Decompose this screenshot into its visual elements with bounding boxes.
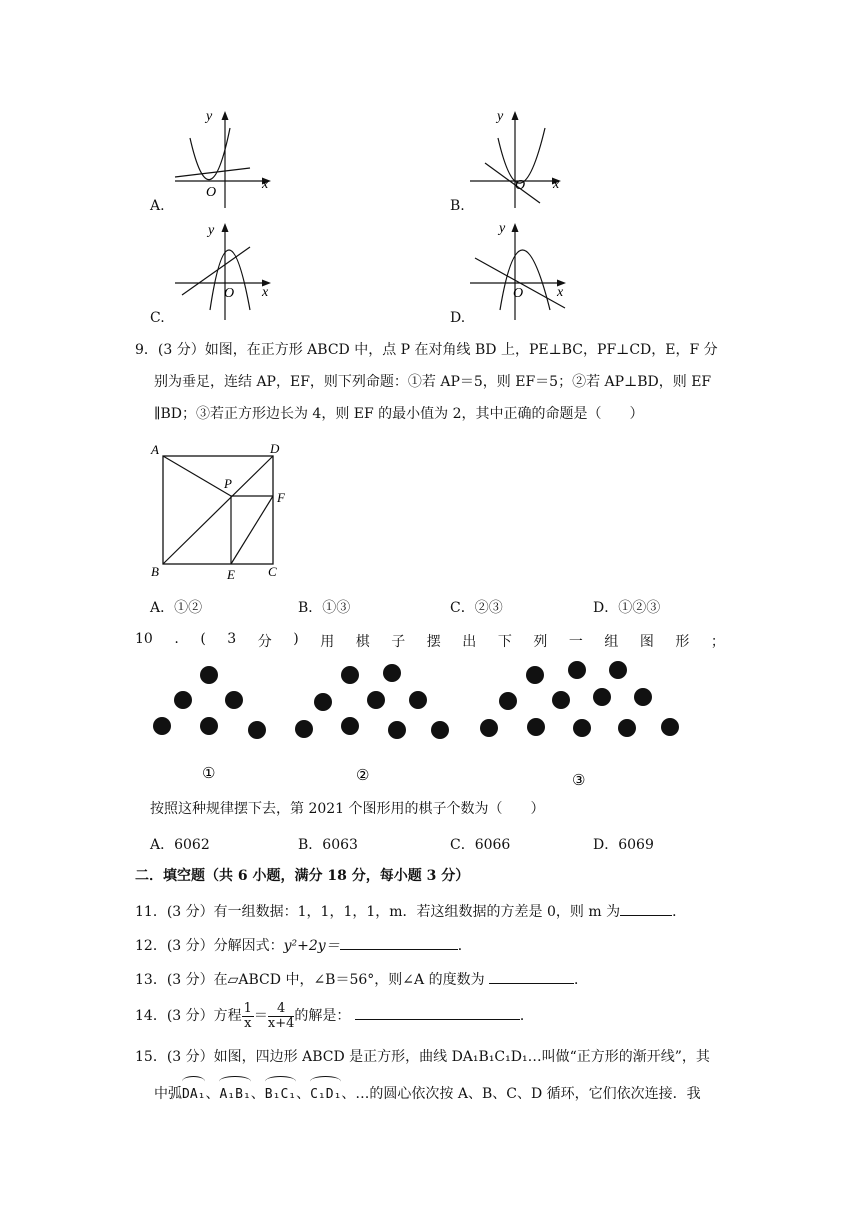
q10-stem: 10 . ( 3 分 ) 用 棋 子 摆 出 下 列 一 组 图 形 ； — [135, 631, 725, 650]
svg-text:x: x — [553, 177, 560, 192]
q12: 12．(3 分）分解因式：y²+2y＝ ． — [135, 935, 472, 956]
q14: 14．(3 分）方程 $\frac{1}{x}$ ＝ $\frac{4}{x+4}$ 的解是： ． — [135, 1000, 534, 1031]
figure-label-2: ② — [356, 768, 370, 784]
graph-option-b — [465, 108, 585, 208]
q9-stem-line3: ∥BD；③若正方形边长为 4，则 EF 的最小值为 2，其中正确的命题是（ ） — [154, 406, 644, 422]
label-e: E — [227, 567, 235, 582]
q12-answer-blank[interactable] — [340, 935, 458, 950]
chess-figure-1 — [153, 666, 266, 739]
arc-2: A₁B₁ — [219, 1076, 250, 1108]
graph-option-a — [170, 108, 290, 208]
label-a: A — [151, 442, 159, 457]
q8-option-d[interactable]: D. — [450, 310, 466, 326]
q9-option-c[interactable]: C．②③ — [450, 600, 503, 616]
label-b: B — [151, 564, 159, 579]
q10-option-c[interactable]: C．6066 — [450, 837, 511, 853]
svg-text:x: x — [557, 285, 564, 300]
q14-answer-blank[interactable] — [355, 1005, 520, 1020]
q9-square-figure — [145, 436, 295, 584]
svg-text:y: y — [499, 221, 506, 236]
label-f: F — [277, 490, 285, 505]
q8-option-a[interactable]: A. — [150, 198, 165, 214]
q15-line1: 15．(3 分）如图，四边形 ABCD 是正方形，曲线 DA₁B₁C₁D₁…叫做“正方形的渐开线”，其 — [135, 1049, 710, 1065]
figure-label-1: ① — [202, 766, 216, 782]
q10-option-a[interactable]: A．6062 — [150, 837, 210, 853]
q10-option-b[interactable]: B．6063 — [298, 837, 358, 853]
svg-text:y: y — [208, 223, 215, 238]
label-d: D — [270, 441, 280, 456]
graph-option-d — [465, 220, 585, 320]
arc-4: C₁D₁ — [310, 1076, 341, 1108]
q8-option-b[interactable]: B. — [450, 198, 465, 214]
q9-stem-line1: 9．(3 分）如图，在正方形 ABCD 中，点 P 在对角线 BD 上，PE⊥BC，PF⊥CD，E，F 分 — [135, 342, 718, 358]
label-p: P — [224, 476, 232, 491]
q15-line2: 中弧DA₁、A₁B₁、B₁C₁、C₁D₁、…的圆心依次按 A、B、C、D 循环，它们依次连接．我 — [154, 1076, 701, 1108]
graph-y-label: y — [206, 109, 213, 124]
svg-text:y: y — [497, 109, 504, 124]
q10-option-d[interactable]: D．6069 — [593, 837, 654, 853]
q9-option-d[interactable]: D．①②③ — [593, 600, 661, 616]
graph-origin-label: O — [206, 185, 217, 200]
svg-text:x: x — [262, 285, 269, 300]
arc-3: B₁C₁ — [265, 1076, 296, 1108]
label-c: C — [268, 564, 277, 579]
q10-question: 按照这种规律摆下去，第 2021 个图形用的棋子个数为（ ） — [150, 801, 545, 817]
figure-label-3: ③ — [572, 773, 586, 789]
q14-fraction-1: $\frac{1}{x}$ — [243, 1000, 252, 1031]
graph-option-c — [170, 220, 290, 320]
chess-figure-2 — [295, 664, 449, 739]
q13: 13．(3 分）在▱ABCD 中，∠B＝56°，则∠A 的度数为 ． — [135, 969, 588, 990]
graph-x-label: x — [262, 177, 269, 192]
q8-option-c[interactable]: C. — [150, 310, 165, 326]
q13-answer-blank[interactable] — [489, 969, 574, 984]
q9-option-b[interactable]: B．①③ — [298, 600, 351, 616]
chess-figure-3 — [480, 661, 679, 737]
svg-text:O: O — [224, 286, 235, 301]
q14-fraction-2: $\frac{4}{x+4}$ — [267, 1000, 295, 1031]
svg-text:O: O — [513, 286, 524, 301]
q11: 11．(3 分）有一组数据：1，1，1，1，m．若这组数据的方差是 0，则 m 为 ． — [135, 901, 686, 922]
arc-1: DA₁ — [182, 1076, 205, 1108]
q11-answer-blank[interactable] — [620, 901, 672, 916]
q10-chess-figures — [140, 655, 700, 790]
section-2-title: 二．填空题（共 6 小题，满分 18 分，每小题 3 分） — [135, 868, 470, 884]
svg-text:O: O — [515, 178, 526, 193]
q9-stem-line2: 别为垂足，连结 AP，EF，则下列命题：①若 AP＝5，则 EF＝5；②若 AP⊥BD，则 EF — [154, 374, 712, 390]
q9-option-a[interactable]: A．①② — [150, 600, 203, 616]
